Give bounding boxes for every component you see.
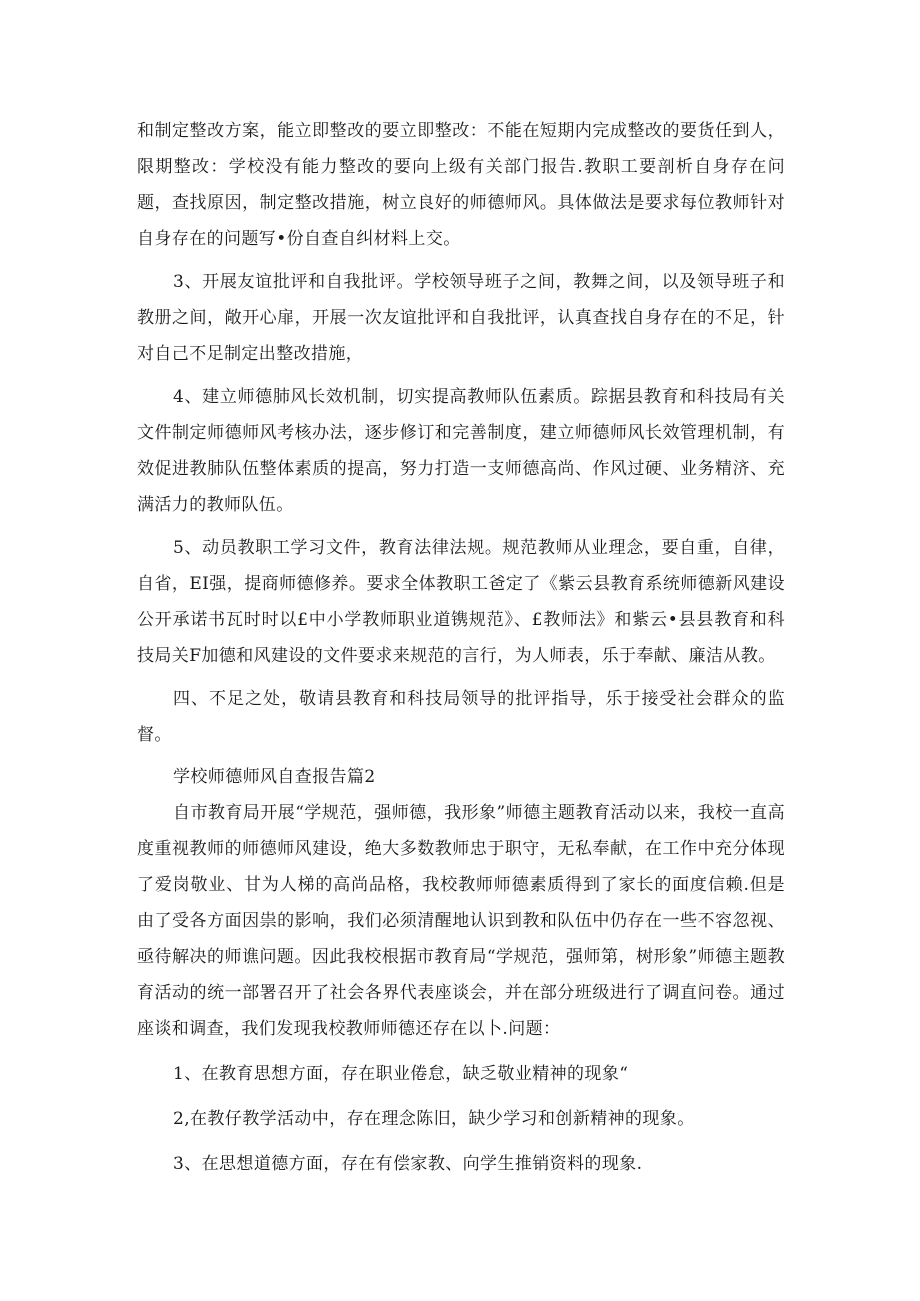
list-item-2: 2,在教仔教学活动中，存在理念陈旧，缺少学习和创新精神的现象。: [173, 1109, 695, 1129]
paragraph-shortcomings: 四、不足之处，敬请县教育和科技局领导的批评指导，乐于接受社会群众的监督。: [137, 689, 785, 745]
paragraph-report-intro: 自市教育局开展“学规范，强师德，我形象”师德主题教育活动以来，我校一直高度重视教师的师德师风建设，绝大多数教师忠于职守，无私奉献，在工作中充分体现了爱岗敬业、甘为人梯的高尚品格，我校教师师德素质得到了家长的面度信赖.但是由了受各方面因祟的影响，我们必须清醒地认识到教和队伍中仍存在一些不容忽视、亟待解决的师谯问题。因此我校根据市教育局“学规范，强师第，树形象”师德主题教育活动的统一部署召开了社会各界代表座谈会，并在部分班级进行了调直问卷。通过座谈和调查，我们发现我校教师师德还存在以卜.问题：: [137, 803, 785, 1039]
section-heading: 学校师德师风自查报告篇2: [173, 767, 376, 787]
paragraph-criticism: 3、开展友谊批评和自我批评。学校领导班子之间，教舞之间，以及领导班子和教册之间，敞开心扉，开展一次友谊批评和自我批评，认真查找自身存在的不足，针对自己不足制定出整改措施，: [137, 272, 785, 364]
list-item-1: 1、在教育思想方面，存在职业倦怠，缺乏敬业精神的现象“: [173, 1064, 629, 1084]
list-item-3: 3、在思想道德方面，存在有偿家教、向学生推销资料的现象.: [173, 1154, 643, 1174]
paragraph-rectification: 和制定整改方案，能立即整改的要立即整改：不能在短期内完成整改的要货任到人，限期整改：学校没有能力整改的要向上级有关部门报告.教职工要剖析自身存在问题，查找原因，制定整改措施，树立良好的师德师风。具体做法是要求每位教师针对自身存在的问题写•份自查自纠材料上交。: [137, 121, 785, 249]
paragraph-long-term-mechanism: 4、建立师德肺风长效机制，切实提高教师队伍素质。踪据县教育和科技局有关文件制定师德师风考核办法，逐步修订和完善制度，建立师德师风长效管理机制，有效促进教肺队伍整体素质的提高，努力打造一支师德高尚、作风过硬、业务精济、充满活力的教师队伍。: [137, 387, 785, 515]
paragraph-mobilize-study: 5、动员教职工学习文件，教育法律法规。规范教师从业理念，要自重，自律，自省，EI强，提商师德修养。要求全体教职工爸定了《紫云县教育系统师德新风建设公开承诺书瓦时时以£中小学教师职业道镌规范》、£教师法》和紫云•县县教育和科技局关F加德和风建设的文件要求来规范的言行，为人师表，乐于奉献、廉洁从教。: [137, 538, 785, 666]
document-body: [137, 113, 785, 1182]
